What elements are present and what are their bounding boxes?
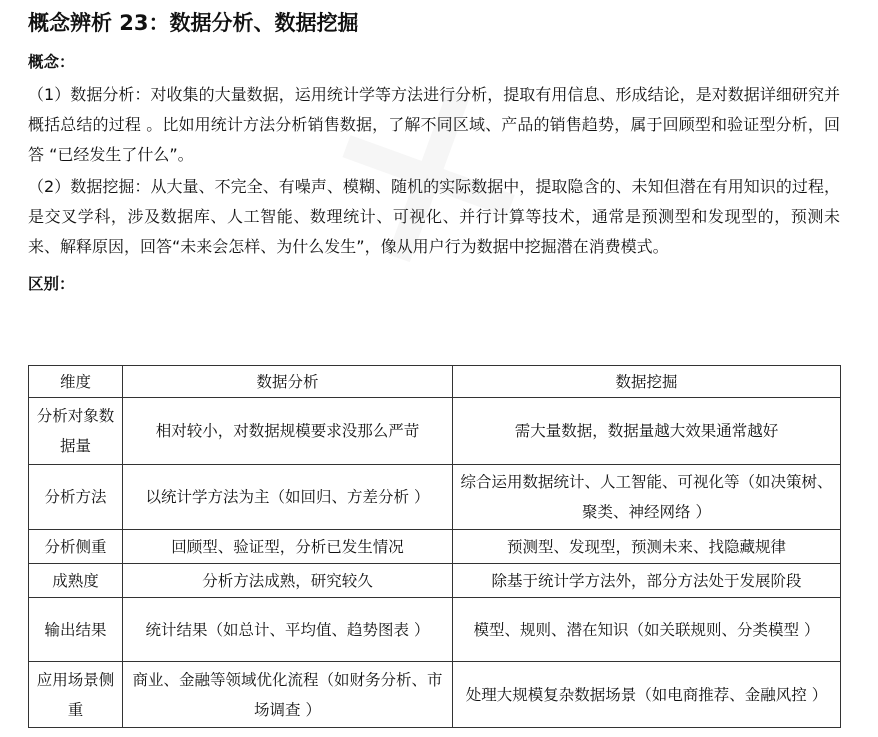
table-row xyxy=(29,465,841,530)
header-data-mining: 数据挖掘 xyxy=(453,366,841,398)
table-row xyxy=(29,662,841,728)
concept-label: 概念： xyxy=(28,53,75,71)
row-mining-cell: 处理大规模复杂数据场景（如电商推荐、金融风控 ） xyxy=(453,662,841,728)
table-row xyxy=(29,398,841,465)
row-analysis-cell: 统计结果（如总计、平均值、趋势图表 ） xyxy=(123,598,453,662)
table-header-row xyxy=(29,366,841,398)
row-dimension: 分析方法 xyxy=(29,465,123,530)
row-mining-cell: 需大量数据，数据量越大效果通常越好 xyxy=(453,398,841,465)
table-row xyxy=(29,564,841,598)
table-row xyxy=(29,530,841,564)
row-mining-cell: 综合运用数据统计、人工智能、可视化等（如决策树、聚类、神经网络 ） xyxy=(453,465,841,530)
table-row xyxy=(29,598,841,662)
paragraph-data-mining: （2）数据挖掘：从大量、不完全、有噪声、模糊、随机的实际数据中，提取隐含的、未知但潜在有用知识的过程，是交叉学科，涉及数据库、人工智能、数理统计、可视化、并行计算等技术，通常是预测型和发现型的，预测未来、解释原因，回答“未来会怎样、为什么发生”，像从用户行为数据中挖掘潜在消费模式。 xyxy=(28,177,840,256)
row-dimension: 成熟度 xyxy=(29,564,123,598)
row-analysis-cell: 回顾型、验证型，分析已发生情况 xyxy=(123,530,453,564)
paragraph-data-analysis: （1）数据分析：对收集的大量数据，运用统计学等方法进行分析，提取有用信息、形成结论，是对数据详细研究并概括总结的过程 。比如用统计方法分析销售数据，了解不同区域、产品的销售趋势，属于回顾型和验证型分析，回答 “已经发生了什么”。 xyxy=(28,85,840,164)
row-analysis-cell: 以统计学方法为主（如回归、方差分析 ） xyxy=(123,465,453,530)
row-analysis-cell: 商业、金融等领域优化流程（如财务分析、市场调查 ） xyxy=(123,662,453,728)
row-dimension: 分析对象数据量 xyxy=(29,398,123,465)
header-dimension: 维度 xyxy=(29,366,123,398)
row-dimension: 分析侧重 xyxy=(29,530,123,564)
difference-label: 区别： xyxy=(28,275,75,293)
comparison-table xyxy=(28,365,841,728)
header-data-analysis: 数据分析 xyxy=(123,366,453,398)
row-analysis-cell: 相对较小，对数据规模要求没那么严苛 xyxy=(123,398,453,465)
row-mining-cell: 预测型、发现型，预测未来、找隐藏规律 xyxy=(453,530,841,564)
page-title: 概念辨析 23：数据分析、数据挖掘 xyxy=(28,11,359,35)
row-mining-cell: 除基于统计学方法外，部分方法处于发展阶段 xyxy=(453,564,841,598)
row-analysis-cell: 分析方法成熟，研究较久 xyxy=(123,564,453,598)
row-mining-cell: 模型、规则、潜在知识（如关联规则、分类模型 ） xyxy=(453,598,841,662)
row-dimension: 应用场景侧重 xyxy=(29,662,123,728)
document-page xyxy=(28,6,848,719)
row-dimension: 输出结果 xyxy=(29,598,123,662)
